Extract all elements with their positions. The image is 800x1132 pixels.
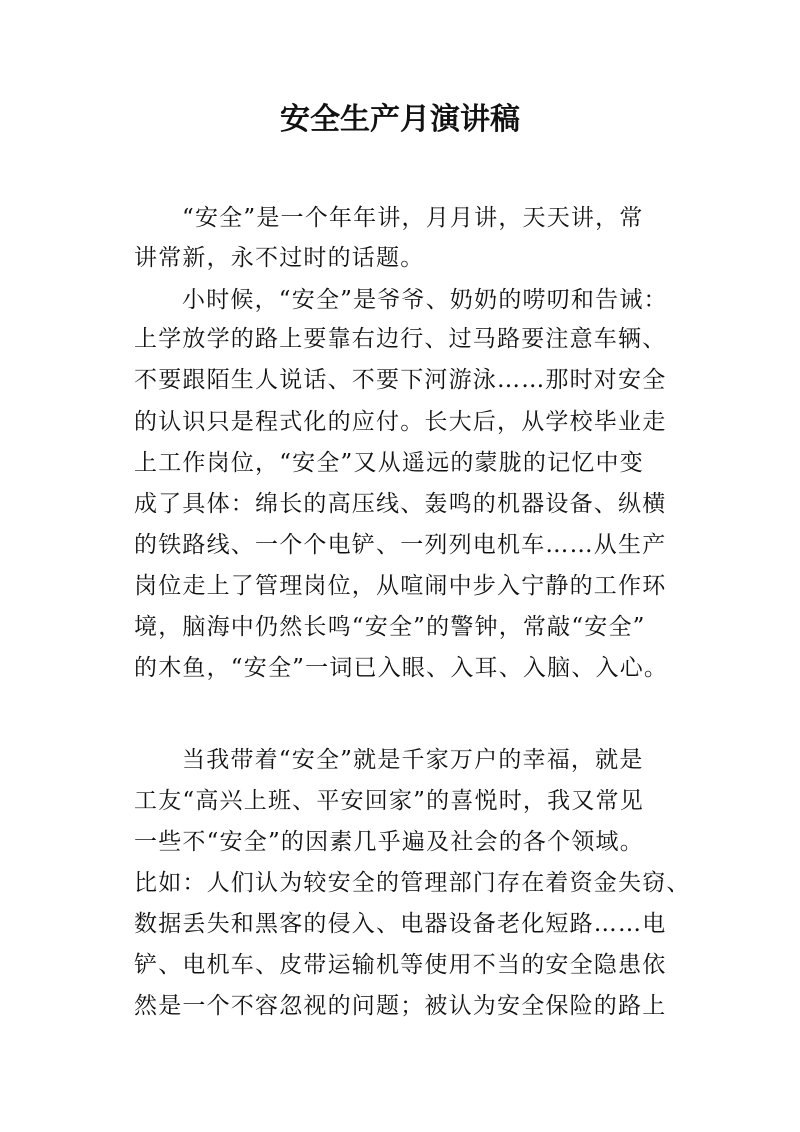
text-line: 工友“高兴上班、平安回家”的喜悦时，我又常见 [134, 788, 644, 814]
text-line: 不要跟陌生人说话、不要下河游泳……那时对安全 [134, 367, 667, 393]
text-line: 境，脑海中仍然长鸣“安全”的警钟，常敲“安全” [134, 614, 646, 640]
text-line: 上学放学的路上要靠右边行、过马路要注意车辆、 [134, 326, 667, 352]
text-line: 岗位走上了管理岗位，从喧闹中步入宁静的工作环 [134, 573, 667, 599]
text-line: 然是一个不容忽视的问题；被认为安全保险的路上 [134, 993, 667, 1019]
text-line: 的木鱼，“安全”一词已入眼、入耳、入脑、入心。 [134, 655, 669, 681]
text-line: 数据丢失和黑客的侵入、电器设备老化短路……电 [134, 911, 667, 937]
document-title: 安全生产月演讲稿 [280, 102, 520, 137]
text-line: 当我带着“安全”就是千家万户的幸福，就是 [182, 747, 644, 773]
text-line: 一些不“安全”的因素几乎遍及社会的各个领域。 [134, 829, 644, 855]
text-line: 比如：人们认为较安全的管理部门存在着资金失窃、 [134, 870, 691, 896]
text-line: “安全”是一个年年讲，月月讲，天天讲，常 [182, 205, 644, 231]
text-line: 成了具体：绵长的高压线、轰鸣的机器设备、纵横 [134, 491, 667, 517]
text-line: 的铁路线、一个个电铲、一列列电机车……从生产 [134, 532, 667, 558]
text-line: 上工作岗位，“安全”又从遥远的蒙胧的记忆中变 [134, 450, 644, 476]
text-line: 讲常新，永不过时的话题。 [134, 245, 425, 271]
text-line: 小时候，“安全”是爷爷、奶奶的唠叨和告诫： [182, 287, 668, 313]
text-line: 的认识只是程式化的应付。长大后，从学校毕业走 [134, 409, 667, 435]
text-line: 铲、电机车、皮带运输机等使用不当的安全隐患依 [134, 952, 667, 978]
